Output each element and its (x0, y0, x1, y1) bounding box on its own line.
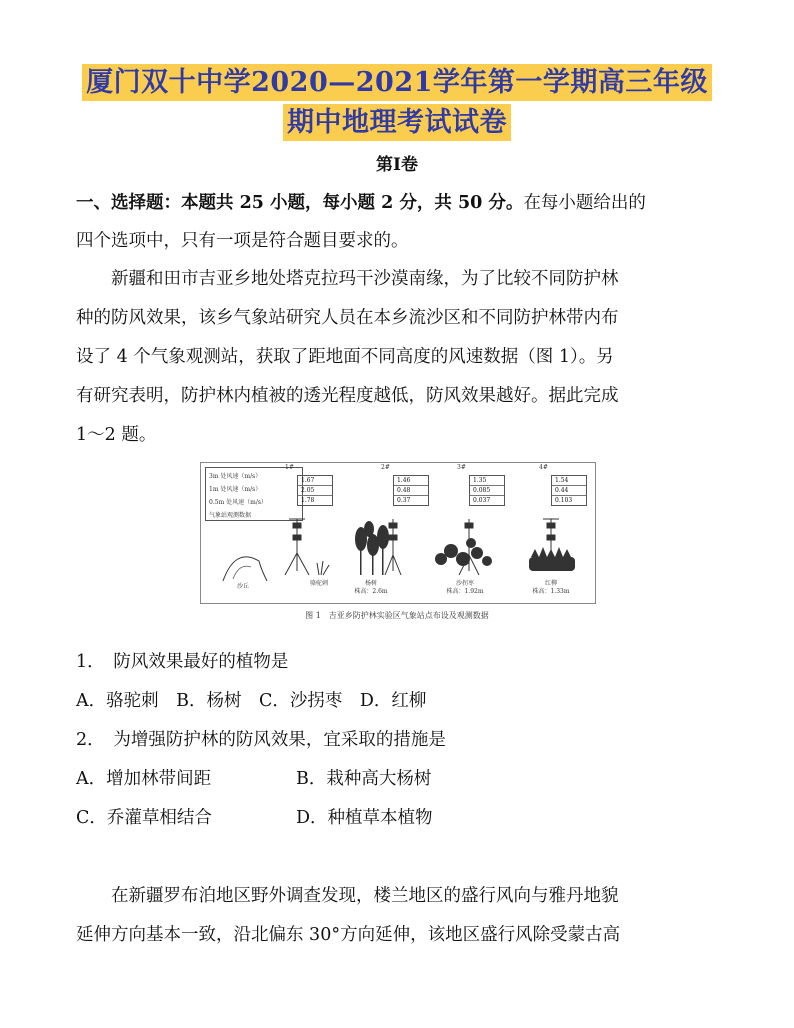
exam-title-line1: 厦门双十中学2020—2021学年第一学期高三年级 (82, 64, 712, 101)
camelthorn-icon (317, 561, 329, 575)
legend-05m: 0.5m 处风速（m/s） (209, 499, 267, 506)
station-1-plant-label: 骆驼刺 (309, 580, 328, 587)
figure-1 (200, 462, 596, 604)
question-2-stem: 2． 为增强防护林的防风效果，宜采取的措施是 (76, 730, 446, 750)
station-3-tower-icon (459, 519, 479, 575)
station-1-value-05m: 1.78 (301, 497, 315, 504)
question-2-option-d: D．种植草本植物 (296, 808, 433, 828)
question-2-option-b: B．栽种高大杨树 (296, 769, 432, 789)
passage1-line: 有研究表明，防护林内植被的透光程度越低，防风效果越好。据此完成 (76, 386, 619, 406)
station-4-value-3m: 1.54 (552, 476, 586, 486)
station-3-number: 3# (457, 464, 466, 471)
station-2-value-3m: 1.46 (394, 476, 428, 486)
question-2-option-c: C．乔灌草相结合 (76, 808, 212, 828)
station-2-height-label: 株高：2.6m (354, 588, 388, 595)
question-2-option-a: A．增加林带间距 (76, 769, 212, 789)
station-3-plant-label: 沙拐枣 (455, 580, 474, 587)
station-4-value-1m: 0.44 (552, 486, 586, 496)
tamarisk-shrubs-icon (529, 547, 575, 571)
question-1-stem: 1． 防风效果最好的植物是 (76, 652, 289, 672)
station-4-tower-icon (543, 519, 559, 559)
figure-caption: 图 1 吉亚乡防护林实验区气象站点布设及观测数据 (305, 611, 489, 620)
station-3-value-3m: 1.35 (470, 476, 504, 486)
section-heading-line2: 四个选项中，只有一项是符合题目要求的。 (76, 231, 409, 251)
passage1-line: 设了 4 个气象观测站，获取了距地面不同高度的风速数据（图 1）。另 (76, 347, 614, 367)
passage1-line: 新疆和田市吉亚乡地处塔克拉玛干沙漠南缘，为了比较不同防护林 (76, 269, 619, 289)
station-2-value-05m: 0.37 (397, 497, 411, 504)
station-2-tower-icon (385, 519, 401, 575)
station-2-number: 2# (381, 464, 390, 471)
station-3-height-label: 株高：1.92m (446, 588, 484, 595)
exam-title-line2-wrap (0, 104, 794, 141)
dune-label: 沙丘 (236, 583, 249, 590)
station-3-value-05m: 0.037 (473, 497, 491, 504)
station-4-value-05m: 0.103 (555, 497, 573, 504)
section-heading-bold: 一、选择题：本题共 25 小题，每小题 2 分，共 50 分。 (76, 193, 524, 213)
dune-icon (233, 566, 251, 579)
station-1-value-1m: 2.05 (298, 486, 332, 496)
dune-icon (223, 557, 267, 581)
station-4-height-label: 株高：1.33m (532, 588, 570, 595)
passage2-line: 延伸方向基本一致，沿北偏东 30°方向延伸，该地区盛行风除受蒙古高 (76, 925, 621, 945)
legend-station-data: 气象站观测数据 (209, 512, 252, 519)
passage1-line: 种的防风效果，该乡气象站研究人员在本乡流沙区和不同防护林带内布 (76, 308, 619, 328)
legend-3m: 3m 处风速（m/s） (209, 473, 262, 480)
question-1-options: A．骆驼刺 B．杨树 C．沙拐枣 D．红柳 (76, 691, 427, 711)
passage1-line: 1～2 题。 (76, 425, 157, 445)
sand-jujube-shrubs-icon (435, 538, 492, 566)
volume-label: 第Ⅰ卷 (376, 155, 418, 175)
station-1-value-3m: 1.67 (298, 476, 332, 486)
poplar-trees-icon (355, 521, 389, 575)
station-2-value-1m: 0.48 (394, 486, 428, 496)
exam-title-line2: 期中地理考试试卷 (283, 104, 511, 141)
exam-title-line1-wrap (0, 64, 794, 101)
station-4-plant-label: 红柳 (544, 580, 557, 587)
station-1-number: 1# (285, 464, 294, 471)
section-heading-rest: 在每小题给出的 (523, 193, 646, 213)
station-1-tower-icon (285, 519, 309, 575)
station-3-value-1m: 0.085 (470, 486, 504, 496)
station-2-plant-label: 杨树 (364, 580, 377, 587)
passage2-line: 在新疆罗布泊地区野外调查发现，楼兰地区的盛行风向与雅丹地貌 (76, 886, 619, 906)
legend-1m: 1m 处风速（m/s） (209, 486, 262, 493)
station-4-number: 4# (539, 464, 548, 471)
section-heading (76, 192, 716, 214)
